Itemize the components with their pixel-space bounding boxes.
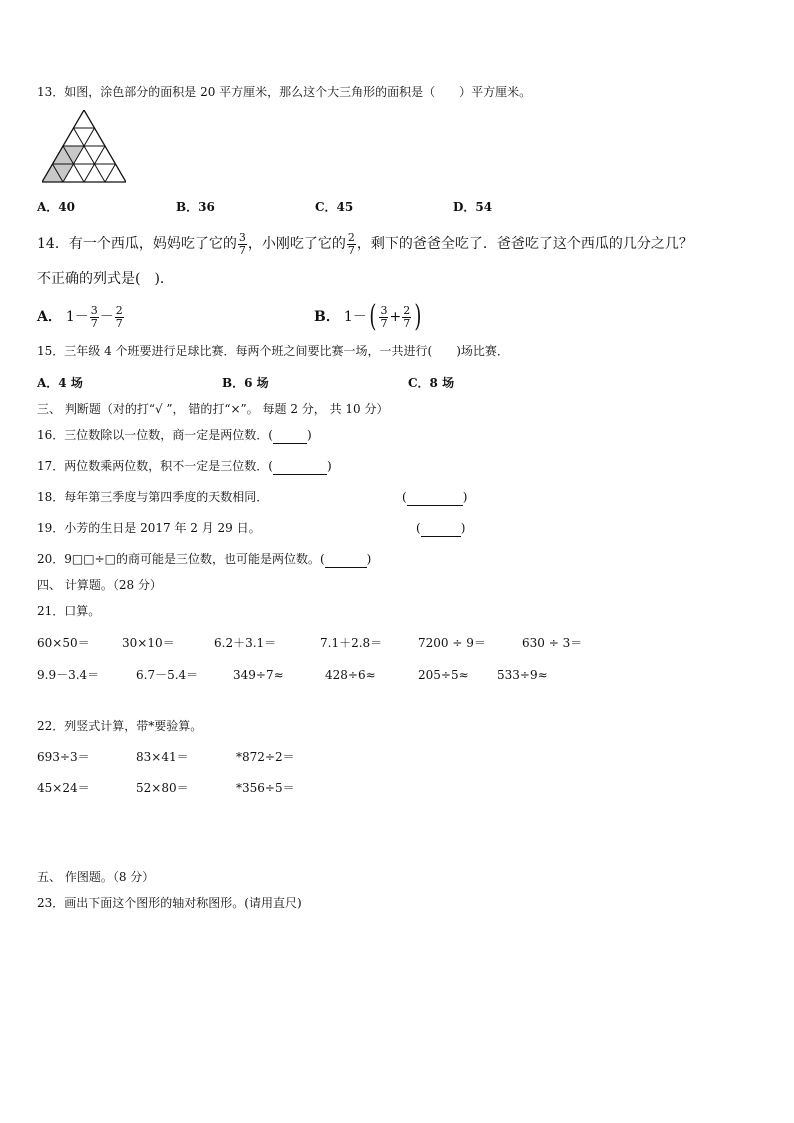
q22-item: 83×41＝ [136,750,189,764]
q17: 17．两位数乘两位数，积不一定是三位数．( ) [37,459,332,473]
q15-option-b[interactable]: B．6 场 [222,376,269,390]
q14-suffix: ，剩下的爸爸全吃了．爸爸吃了这个西瓜的几分之几？ [356,236,693,252]
q13-text: 13．如图，涂色部分的面积是 20 平方厘米，那么这个大三角形的面积是（ ）平方厘米。 [37,85,532,99]
q19-text: 19．小芳的生日是 2017 年 2 月 29 日。 [37,521,261,535]
q13-option-a[interactable]: A．40 [37,200,76,214]
q21-item: 428÷6≈ [325,668,376,682]
q13-option-c[interactable]: C．45 [315,200,354,214]
fraction-2-7: $\frac{2}{7}$ [403,303,411,330]
q22-item: *356÷5＝ [236,781,295,795]
q16: 16．三位数除以一位数，商一定是两位数．( ) [37,428,312,442]
section-3-title: 三、 判断题（对的打“√ ”， 错的打“×”。 每题 2 分， 共 10 分） [37,402,389,416]
q18-text: 18．每年第三季度与第四季度的天数相同． [37,490,269,504]
q21-item: 6.7－5.4＝ [136,668,199,682]
q21-item: 349÷7≈ [233,668,284,682]
q21-item: 7200 ÷ 9＝ [418,636,486,650]
q21-item: 533÷9≈ [497,668,548,682]
section-5-title: 五、 作图题。（8 分） [37,870,155,884]
q20: 20．9□□÷□的商可能是三位数，也可能是两位数。( ) [37,552,372,566]
fraction-3-7: $\frac{3}{7}$ [380,303,388,330]
q22-title: 22．列竖式计算，带*要验算。 [37,719,203,733]
q14-line1 [37,227,693,261]
fraction-3-7: $\frac{3}{7}$ [238,230,246,257]
q13-option-b[interactable]: B．36 [176,200,215,214]
q21-item: 7.1＋2.8＝ [320,636,383,650]
left-paren: ( [369,299,377,334]
q13-option-d[interactable]: D．54 [453,200,493,214]
q15-option-c[interactable]: C．8 场 [408,376,455,390]
answer-blank[interactable] [325,551,367,568]
q14-line2: 不正确的列式是( )． [37,271,174,287]
answer-blank[interactable] [273,458,327,475]
q22-item: 693÷3＝ [37,750,90,764]
fraction-2-7: $\frac{2}{7}$ [347,230,355,257]
q14-mid: ，小刚吃了它的 [247,236,346,252]
q21-item: 6.2＋3.1＝ [214,636,277,650]
answer-blank[interactable] [421,520,461,537]
right-paren: ) [414,299,422,334]
q23-text: 23．画出下面这个图形的轴对称图形。(请用直尺) [37,896,302,910]
q18-answer: ( ) [402,490,468,504]
q14-prefix: 14．有一个西瓜，妈妈吃了它的 [37,236,237,252]
q15-text: 15．三年级 4 个班要进行足球比赛．每两个班之间要比赛一场，一共进行( )场比赛． [37,344,509,358]
section-4-title: 四、 计算题。（28 分） [37,578,162,592]
triangle-figure [42,110,126,184]
q22-item: 52×80＝ [136,781,189,795]
q21-item: 630 ÷ 3＝ [522,636,583,650]
q21-item: 30×10＝ [122,636,175,650]
q14-option-b[interactable]: B． 1 － ( $\frac{3}{7}$ + $\frac{2}{7}$ ) [314,299,422,334]
q14-option-a[interactable]: A． 1 － $\frac{3}{7}$ － $\frac{2}{7}$ [37,303,123,330]
q21-item: 9.9－3.4＝ [37,668,100,682]
q21-title: 21．口算。 [37,604,101,618]
fraction-2-7: $\frac{2}{7}$ [115,303,123,330]
q21-item: 205÷5≈ [418,668,469,682]
fraction-3-7: $\frac{3}{7}$ [90,303,98,330]
q22-item: 45×24＝ [37,781,90,795]
answer-blank[interactable] [273,427,307,444]
q22-item: *872÷2＝ [236,750,295,764]
q21-item: 60×50＝ [37,636,90,650]
q15-option-a[interactable]: A．4 场 [37,376,83,390]
answer-blank[interactable] [407,489,463,506]
q19-answer: ( ) [416,521,466,535]
